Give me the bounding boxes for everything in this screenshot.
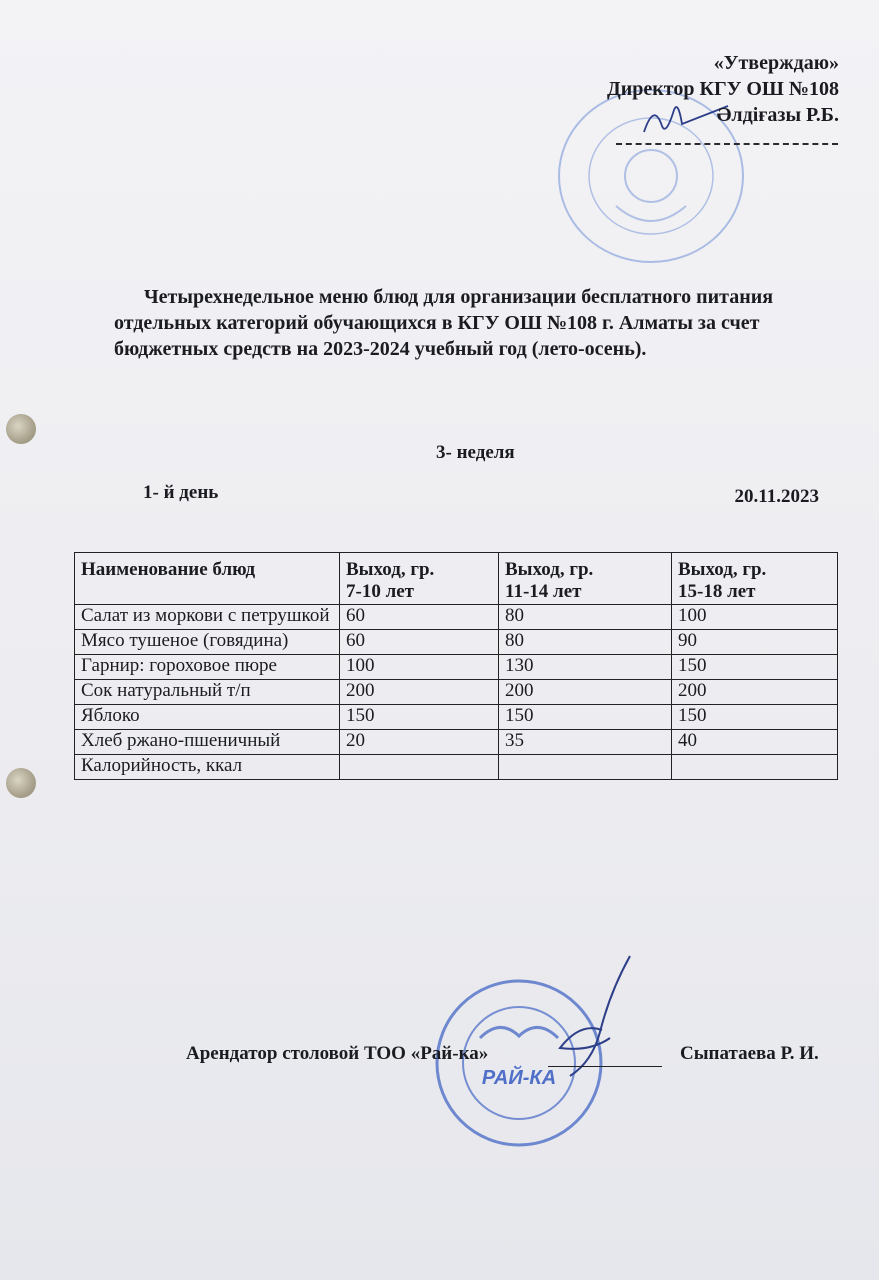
binder-hole (6, 414, 36, 444)
day-label: 1- й день (143, 482, 219, 503)
dish-name: Мясо тушеное (говядина) (75, 630, 340, 655)
header-label: Выход, гр. (678, 559, 767, 580)
yield-15-18: 100 (672, 605, 838, 630)
header-age: 11-14 лет (505, 581, 582, 602)
yield-15-18: 150 (672, 655, 838, 680)
yield-11-14: 200 (499, 680, 672, 705)
yield-7-10: 60 (340, 630, 499, 655)
yield-7-10 (340, 755, 499, 780)
table-row (75, 755, 838, 780)
table-row (75, 730, 838, 755)
document-title: Четырехнедельное меню блюд для организации бесплатного питания отдельных категорий обучающихся в КГУ ОШ №108 г. Алматы за счет бюджетных средств на 2023-2024 учебный год (лето-осень). (114, 286, 774, 360)
binder-hole (6, 768, 36, 798)
yield-7-10: 100 (340, 655, 499, 680)
header-label: Выход, гр. (346, 559, 435, 580)
yield-15-18: 200 (672, 680, 838, 705)
table-row (75, 630, 838, 655)
header-yield-7-10 (340, 553, 499, 605)
header-label: Наименование блюд (81, 559, 256, 580)
table-row (75, 705, 838, 730)
table-row (75, 605, 838, 630)
dish-name: Хлеб ржано-пшеничный (75, 730, 340, 755)
dish-name: Гарнир: гороховое пюре (75, 655, 340, 680)
signature-line (616, 143, 838, 145)
header-dish-name (75, 553, 340, 605)
approval-name: Әлдіғазы Р.Б. (716, 104, 839, 126)
header-label: Выход, гр. (505, 559, 594, 580)
yield-11-14: 35 (499, 730, 672, 755)
yield-15-18 (672, 755, 838, 780)
tenant-name: Сыпатаева Р. И. (680, 1043, 819, 1064)
table-row (75, 655, 838, 680)
header-age: 7-10 лет (346, 581, 415, 602)
signature-line (548, 1066, 662, 1067)
yield-15-18: 90 (672, 630, 838, 655)
approval-position: Директор КГУ ОШ №108 (606, 78, 839, 100)
yield-11-14: 80 (499, 605, 672, 630)
yield-11-14: 130 (499, 655, 672, 680)
table-header-row (75, 553, 838, 605)
yield-7-10: 60 (340, 605, 499, 630)
tenant-label: Арендатор столовой ТОО «Рай-ка» (186, 1043, 489, 1064)
yield-7-10: 150 (340, 705, 499, 730)
dish-name: Сок натуральный т/п (75, 680, 340, 705)
menu-date: 20.11.2023 (734, 486, 819, 507)
stamp-text: РАЙ-КА (481, 1067, 557, 1089)
approval-heading: «Утверждаю» (713, 52, 839, 74)
yield-11-14 (499, 755, 672, 780)
dish-name: Салат из моркови с петрушкой (75, 605, 340, 630)
approval-block (607, 50, 839, 128)
header-yield-11-14 (499, 553, 672, 605)
week-label: 3- неделя (436, 442, 515, 463)
dish-name: Яблоко (75, 705, 340, 730)
yield-11-14: 80 (499, 630, 672, 655)
yield-7-10: 20 (340, 730, 499, 755)
table-row (75, 680, 838, 705)
yield-11-14: 150 (499, 705, 672, 730)
dish-name: Калорийность, ккал (75, 755, 340, 780)
yield-15-18: 40 (672, 730, 838, 755)
header-yield-15-18 (672, 553, 838, 605)
yield-7-10: 200 (340, 680, 499, 705)
tenant-signature (540, 952, 640, 1082)
header-age: 15-18 лет (678, 581, 756, 602)
menu-table (74, 552, 838, 780)
yield-15-18: 150 (672, 705, 838, 730)
